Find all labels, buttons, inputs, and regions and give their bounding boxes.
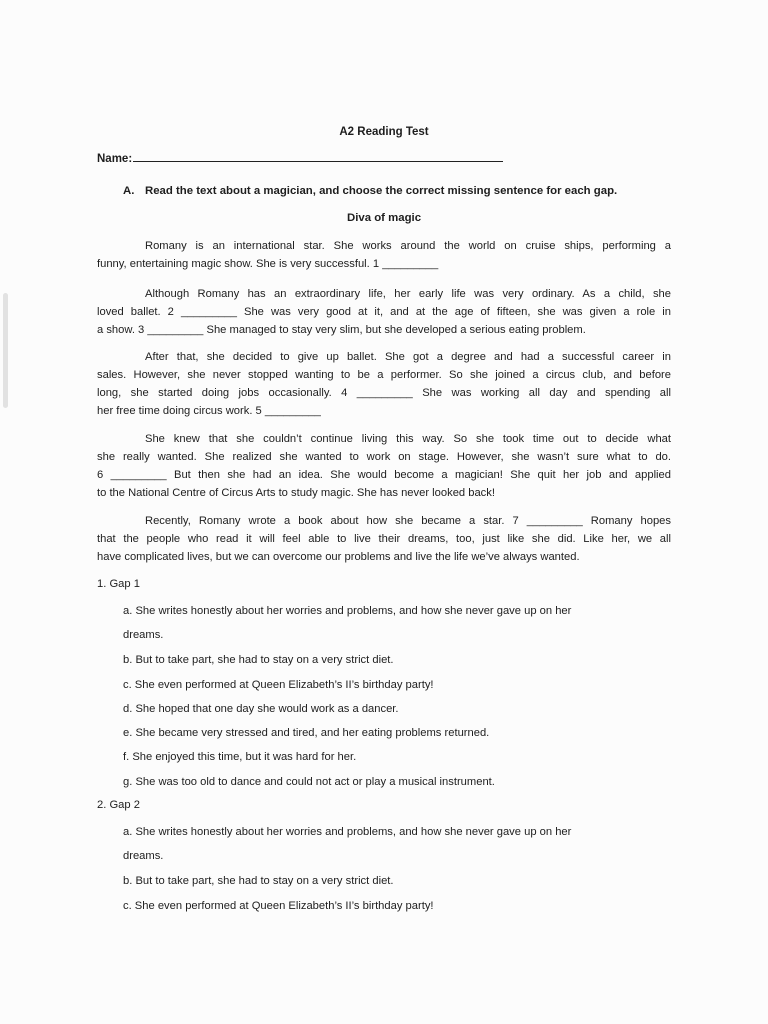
story-title: Diva of magic <box>346 212 422 224</box>
story-paragraph <box>97 348 671 420</box>
paragraph-line: sales. However, she never stopped wanting to be a performer. So she joined a circus club, and before <box>97 369 671 381</box>
option-a-continued[interactable]: dreams. <box>123 629 164 641</box>
paragraph-line: she really wanted. She realized she wanted to work on stage. However, she wasn’t sure what to do. <box>97 451 671 463</box>
paragraph-line: loved ballet. 2 _________ She was very good at it, and at the age of fifteen, she was given a role in <box>97 306 671 318</box>
option-a[interactable]: a. She writes honestly about her worries and problems, and how she never gave up on her <box>123 826 572 838</box>
name-label: Name: <box>97 153 133 165</box>
paragraph-line: her free time doing circus work. 5 _________ <box>97 405 321 417</box>
paragraph-line: After that, she decided to give up ballet. She got a degree and had a successful career in <box>145 351 671 363</box>
story-paragraph <box>97 512 671 566</box>
paragraph-line: She knew that she couldn’t continue living this way. So she took time out to decide what <box>145 433 671 445</box>
paragraph-line: a show. 3 _________ She managed to stay very slim, but she developed a serious eating problem. <box>97 324 586 336</box>
option-g[interactable]: g. She was too old to dance and could not act or play a musical instrument. <box>123 776 495 788</box>
paragraph-line: have complicated lives, but we can overcome our problems and live the life we’ve always wanted. <box>97 551 580 563</box>
paragraph-line: long, she started doing jobs occasionally. 4 _________ She was working all day and spending all <box>97 387 671 399</box>
option-e[interactable]: e. She became very stressed and tired, and her eating problems returned. <box>123 727 490 739</box>
option-b[interactable]: b. But to take part, she had to stay on a very strict diet. <box>123 654 394 666</box>
paragraph-line: funny, entertaining magic show. She is very successful. 1 _________ <box>97 258 439 270</box>
question-gap-2-label: 2. Gap 2 <box>97 799 140 811</box>
option-a[interactable]: a. She writes honestly about her worries and problems, and how she never gave up on her <box>123 605 572 617</box>
option-c[interactable]: c. She even performed at Queen Elizabeth’s II’s birthday party! <box>123 900 434 912</box>
paragraph-line: 6 _________ But then she had an idea. She would become a magician! She quit her job and applied <box>97 469 671 481</box>
option-b[interactable]: b. But to take part, she had to stay on a very strict diet. <box>123 875 394 887</box>
option-f[interactable]: f. She enjoyed this time, but it was hard for her. <box>123 751 357 763</box>
option-c[interactable]: c. She even performed at Queen Elizabeth’s II’s birthday party! <box>123 679 434 691</box>
paragraph-line: that the people who read it will feel able to live their dreams, too, just like she did. Like her, we all <box>97 533 671 545</box>
story-paragraph <box>97 285 671 339</box>
instruction <box>123 182 617 200</box>
name-field[interactable] <box>97 150 503 168</box>
page-title: A2 Reading Test <box>339 126 429 138</box>
question-gap-1-label: 1. Gap 1 <box>97 578 140 590</box>
instruction-text: Read the text about a magician, and choose the correct missing sentence for each gap. <box>145 185 618 197</box>
instruction-letter: A. <box>123 185 135 197</box>
paragraph-line: Although Romany has an extraordinary life, her early life was very ordinary. As a child, she <box>145 288 671 300</box>
scroll-indicator[interactable] <box>3 293 8 408</box>
option-a-continued[interactable]: dreams. <box>123 850 164 862</box>
option-d[interactable]: d. She hoped that one day she would work as a dancer. <box>123 703 399 715</box>
paragraph-line: to the National Centre of Circus Arts to study magic. She has never looked back! <box>97 487 495 499</box>
name-blank-line[interactable] <box>133 151 503 162</box>
story-paragraph <box>97 430 671 502</box>
paragraph-line: Recently, Romany wrote a book about how she became a star. 7 _________ Romany hopes <box>145 515 671 527</box>
story-paragraph <box>97 237 671 273</box>
paragraph-line: Romany is an international star. She works around the world on cruise ships, performing a <box>145 240 671 252</box>
